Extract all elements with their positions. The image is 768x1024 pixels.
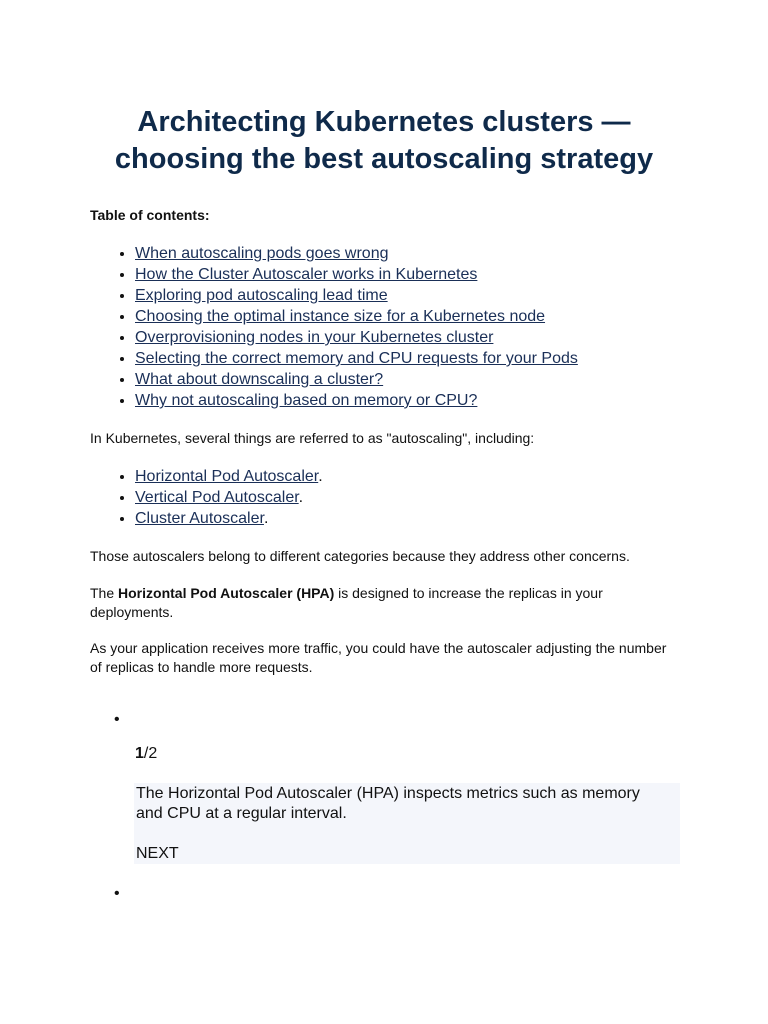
list-item — [135, 466, 323, 487]
slide-current: 1 — [135, 745, 144, 762]
traffic-paragraph: As your application receives more traffic, you could have the autoscaler adjusting the number of replicas to handle more requests. — [90, 640, 667, 675]
list-item — [135, 390, 578, 411]
title-line-1: Architecting Kubernetes clusters — — [137, 106, 631, 138]
period: . — [263, 510, 269, 527]
hpa-paragraph — [90, 584, 680, 622]
categories-paragraph: Those autoscalers belong to different categories because they address other concerns. — [90, 548, 630, 564]
autoscaler-list — [90, 466, 323, 529]
toc-link-4[interactable]: Choosing the optimal instance size for a Kubernetes node — [135, 308, 546, 325]
slideshow-bullet: • — [114, 885, 120, 902]
toc-link-3[interactable]: Exploring pod autoscaling lead time — [135, 287, 388, 304]
title-line-2: choosing the best autoscaling strategy — [114, 143, 654, 175]
period: . — [318, 468, 323, 485]
toc-link-8[interactable]: Why not autoscaling based on memory or CPU? — [135, 392, 478, 409]
slide-panel — [134, 783, 680, 864]
next-button[interactable]: NEXT — [136, 845, 179, 862]
cluster-autoscaler-link[interactable]: Cluster Autoscaler — [135, 510, 264, 527]
vpa-link[interactable]: Vertical Pod Autoscaler — [135, 489, 299, 506]
list-item — [135, 264, 578, 285]
list-item — [135, 348, 578, 369]
list-item — [135, 285, 578, 306]
list-item — [135, 243, 578, 264]
toc-label: Table of contents: — [90, 207, 210, 223]
toc-link-1[interactable]: When autoscaling pods goes wrong — [135, 245, 389, 262]
list-item — [135, 487, 323, 508]
toc-link-2[interactable]: How the Cluster Autoscaler works in Kubernetes — [135, 266, 478, 283]
list-item — [135, 508, 323, 529]
hpa-prefix: The — [90, 585, 119, 601]
hpa-bold-term: Horizontal Pod Autoscaler (HPA) — [118, 585, 335, 601]
hpa-link[interactable]: Horizontal Pod Autoscaler — [135, 468, 319, 485]
period: . — [298, 489, 304, 506]
toc-link-6[interactable]: Selecting the correct memory and CPU requests for your Pods — [135, 350, 578, 367]
list-item — [135, 327, 578, 348]
list-item — [135, 306, 578, 327]
slide-counter — [135, 744, 157, 764]
hpa-suffix: is designed to increase the replicas in your deployments. — [90, 585, 603, 620]
slide-text: The Horizontal Pod Autoscaler (HPA) inspects metrics such as memory and CPU at a regular interval. — [136, 785, 640, 822]
table-of-contents — [90, 243, 578, 411]
toc-link-7[interactable]: What about downscaling a cluster? — [135, 371, 384, 388]
page-title — [0, 104, 768, 178]
toc-link-5[interactable]: Overprovisioning nodes in your Kubernetes cluster — [135, 329, 494, 346]
slide-total: /2 — [143, 745, 158, 762]
intro-paragraph: In Kubernetes, several things are referred to as "autoscaling", including: — [90, 430, 535, 446]
slideshow-bullet: • — [114, 711, 120, 728]
list-item — [135, 369, 578, 390]
